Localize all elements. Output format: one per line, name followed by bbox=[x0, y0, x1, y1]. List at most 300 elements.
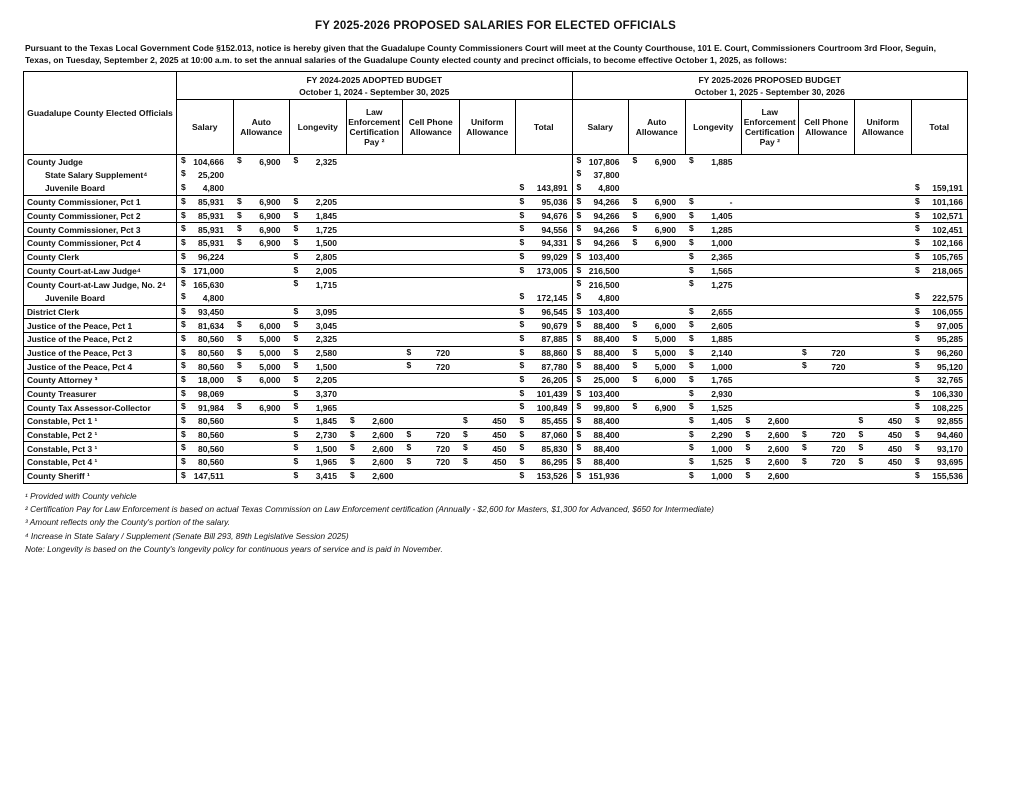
table-row bbox=[24, 155, 968, 169]
cell-fy26-uniform bbox=[855, 401, 912, 415]
cell-fy26-cell bbox=[798, 168, 855, 182]
amount: 1,285 bbox=[711, 224, 733, 235]
cell-fy26-salary bbox=[572, 155, 629, 169]
cell-fy26-total bbox=[911, 196, 968, 210]
dollar-sign: $ bbox=[293, 278, 299, 289]
cell-fy26-cell bbox=[798, 237, 855, 251]
amount: 86,295 bbox=[541, 457, 568, 468]
cell-fy26-uniform bbox=[855, 237, 912, 251]
cell-fy25-cert bbox=[346, 155, 403, 169]
dollar-sign: $ bbox=[293, 332, 299, 343]
dollar-sign: $ bbox=[181, 237, 186, 248]
cell-fy25-total bbox=[516, 264, 573, 278]
cell-fy26-uniform bbox=[855, 305, 912, 319]
cell-fy25-cell bbox=[403, 360, 460, 374]
cell-fy26-cert bbox=[742, 374, 799, 388]
cell-fy25-total bbox=[516, 428, 573, 442]
cell-fy26-longevity bbox=[685, 387, 742, 401]
cell-fy25-auto bbox=[233, 168, 290, 182]
cell-fy26-salary bbox=[572, 209, 629, 223]
table-row bbox=[24, 401, 968, 415]
cell-fy25-total bbox=[516, 196, 573, 210]
cell-fy26-longevity bbox=[685, 319, 742, 333]
amount: 1,000 bbox=[711, 471, 733, 482]
cell-fy26-cell bbox=[798, 401, 855, 415]
cell-fy25-cert bbox=[346, 250, 403, 264]
cell-fy26-salary bbox=[572, 469, 629, 483]
dollar-sign: $ bbox=[915, 332, 920, 343]
amount: 80,560 bbox=[198, 416, 224, 427]
col-header-fy26-salary: Salary bbox=[572, 100, 629, 155]
amount: 100,849 bbox=[536, 402, 568, 413]
cell-fy26-salary bbox=[572, 278, 629, 292]
cell-fy26-uniform bbox=[855, 196, 912, 210]
dollar-sign: $ bbox=[181, 305, 186, 316]
dollar-sign: $ bbox=[519, 401, 525, 412]
amount: 91,984 bbox=[198, 402, 224, 413]
cell-fy25-total bbox=[516, 442, 573, 456]
cell-fy26-auto bbox=[629, 360, 686, 374]
cell-fy25-auto bbox=[233, 305, 290, 319]
cell-fy26-auto bbox=[629, 196, 686, 210]
amount: 6,900 bbox=[259, 197, 281, 208]
cell-fy26-longevity bbox=[685, 442, 742, 456]
dollar-sign: $ bbox=[576, 196, 582, 207]
dollar-sign: $ bbox=[915, 264, 920, 275]
dollar-sign: $ bbox=[293, 155, 299, 165]
amount: 3,095 bbox=[315, 306, 337, 317]
amount: 96,224 bbox=[198, 252, 224, 263]
amount: 6,900 bbox=[654, 238, 676, 249]
amount: 2,805 bbox=[315, 252, 337, 263]
cell-fy25-total bbox=[516, 469, 573, 483]
table-row bbox=[24, 182, 968, 196]
amount: 80,560 bbox=[198, 361, 224, 372]
dollar-sign: $ bbox=[519, 374, 525, 384]
dollar-sign: $ bbox=[350, 442, 355, 453]
dollar-sign: $ bbox=[181, 209, 186, 220]
cell-fy25-auto bbox=[233, 387, 290, 401]
cell-fy26-total bbox=[911, 182, 968, 196]
cell-fy26-total bbox=[911, 374, 968, 388]
cell-fy26-longevity bbox=[685, 332, 742, 346]
dollar-sign: $ bbox=[350, 415, 355, 426]
cell-fy25-salary bbox=[177, 415, 234, 429]
cell-fy25-uniform bbox=[459, 291, 516, 305]
amount: 103,400 bbox=[588, 306, 620, 317]
amount: 99,800 bbox=[593, 402, 620, 413]
dollar-sign: $ bbox=[181, 442, 186, 453]
amount: 2,205 bbox=[315, 197, 337, 208]
cell-fy26-total bbox=[911, 332, 968, 346]
cell-fy26-longevity bbox=[685, 209, 742, 223]
dollar-sign: $ bbox=[237, 223, 242, 234]
amount: 720 bbox=[831, 347, 846, 358]
dollar-sign: $ bbox=[519, 415, 525, 426]
dollar-sign: $ bbox=[576, 456, 582, 467]
dollar-sign: $ bbox=[689, 209, 694, 220]
amount: 88,400 bbox=[593, 416, 620, 427]
col-header-fy26-total: Total bbox=[911, 100, 968, 155]
dollar-sign: $ bbox=[689, 387, 694, 398]
cell-fy26-total bbox=[911, 209, 968, 223]
cell-fy26-salary bbox=[572, 264, 629, 278]
amount: 1,845 bbox=[315, 416, 337, 427]
dollar-sign: $ bbox=[576, 278, 582, 289]
cell-fy25-cell bbox=[403, 456, 460, 470]
dollar-sign: $ bbox=[915, 209, 920, 220]
cell-fy26-cert bbox=[742, 278, 799, 292]
dollar-sign: $ bbox=[181, 250, 186, 261]
amount: 85,931 bbox=[198, 224, 224, 235]
cell-fy25-cell bbox=[403, 168, 460, 182]
cell-fy25-longevity bbox=[290, 456, 347, 470]
official-label: County Tax Assessor-Collector bbox=[24, 401, 177, 415]
table-row bbox=[24, 237, 968, 251]
dollar-sign: $ bbox=[576, 291, 582, 302]
cell-fy25-longevity bbox=[290, 250, 347, 264]
dollar-sign: $ bbox=[519, 181, 525, 192]
cell-fy25-auto bbox=[233, 401, 290, 415]
dollar-sign: $ bbox=[293, 442, 299, 453]
amount: 218,065 bbox=[932, 265, 963, 276]
cell-fy25-auto bbox=[233, 360, 290, 374]
cell-fy26-cell bbox=[798, 346, 855, 360]
cell-fy25-total bbox=[516, 155, 573, 169]
cell-fy25-uniform bbox=[459, 415, 516, 429]
official-label: Constable, Pct 2 ¹ bbox=[24, 428, 177, 442]
amount: 720 bbox=[435, 443, 450, 454]
dollar-sign: $ bbox=[632, 332, 638, 343]
cell-fy26-salary bbox=[572, 319, 629, 333]
table-row bbox=[24, 346, 968, 360]
amount: 103,400 bbox=[588, 389, 620, 400]
dollar-sign: $ bbox=[576, 237, 582, 248]
footnote-4-text: Increase in State Salary / Supplement (Senate Bill 293, 89th Legislative Session 2025) bbox=[30, 530, 349, 541]
cell-fy26-cert bbox=[742, 305, 799, 319]
cell-fy26-auto bbox=[629, 319, 686, 333]
dollar-sign: $ bbox=[237, 319, 242, 330]
official-label: County Court-at-Law Judge, No. 2⁴ bbox=[24, 278, 177, 292]
cell-fy26-auto bbox=[629, 469, 686, 483]
amount: 1,405 bbox=[711, 211, 733, 222]
cell-fy26-uniform bbox=[855, 428, 912, 442]
amount: 18,000 bbox=[198, 375, 224, 386]
dollar-sign: $ bbox=[915, 250, 920, 261]
cell-fy26-longevity bbox=[685, 155, 742, 169]
cell-fy26-longevity bbox=[685, 250, 742, 264]
official-label: State Salary Supplement⁴ bbox=[45, 170, 148, 181]
cell-fy26-cell bbox=[798, 250, 855, 264]
dollar-sign: $ bbox=[689, 264, 694, 275]
amount: 88,400 bbox=[593, 457, 620, 468]
cell-fy26-cert bbox=[742, 442, 799, 456]
dollar-sign: $ bbox=[576, 264, 582, 275]
amount: 99,029 bbox=[541, 252, 568, 263]
cell-fy26-cell bbox=[798, 223, 855, 237]
amount: 88,400 bbox=[593, 334, 620, 345]
cell-fy25-auto bbox=[233, 428, 290, 442]
cell-fy25-total bbox=[516, 387, 573, 401]
dollar-sign: $ bbox=[689, 428, 694, 439]
official-label: District Clerk bbox=[24, 305, 177, 319]
dollar-sign: $ bbox=[915, 401, 920, 412]
dollar-sign: $ bbox=[802, 456, 807, 467]
table-row bbox=[24, 250, 968, 264]
amount: 2,930 bbox=[711, 389, 733, 400]
official-label: Justice of the Peace, Pct 1 bbox=[24, 319, 177, 333]
amount: 147,511 bbox=[193, 471, 224, 482]
cell-fy26-longevity bbox=[685, 456, 742, 470]
cell-fy25-cert bbox=[346, 305, 403, 319]
footnote-3 bbox=[25, 516, 960, 529]
amount: 88,860 bbox=[541, 347, 568, 358]
cell-fy25-auto bbox=[233, 209, 290, 223]
official-label: County Judge bbox=[24, 155, 177, 169]
cell-fy25-cert bbox=[346, 223, 403, 237]
cell-fy25-total bbox=[516, 374, 573, 388]
dollar-sign: $ bbox=[519, 428, 525, 439]
dollar-sign: $ bbox=[915, 428, 920, 439]
cell-fy26-uniform bbox=[855, 209, 912, 223]
dollar-sign: $ bbox=[858, 428, 864, 439]
amount: 720 bbox=[831, 443, 846, 454]
cell-fy26-uniform bbox=[855, 387, 912, 401]
amount: 95,120 bbox=[937, 361, 963, 372]
cell-fy25-salary bbox=[177, 182, 234, 196]
dollar-sign: $ bbox=[576, 319, 582, 330]
cell-fy26-total bbox=[911, 291, 968, 305]
amount: 5,000 bbox=[654, 334, 676, 345]
budget-title-fy2025-2026: FY 2025-2026 PROPOSED BUDGET bbox=[698, 74, 841, 85]
dollar-sign: $ bbox=[406, 442, 412, 453]
amount: 96,260 bbox=[937, 347, 963, 358]
cell-fy25-total bbox=[516, 415, 573, 429]
amount: 1,965 bbox=[315, 402, 337, 413]
amount: 94,556 bbox=[541, 224, 568, 235]
cell-fy26-cert bbox=[742, 360, 799, 374]
cell-fy26-auto bbox=[629, 168, 686, 182]
amount: 450 bbox=[887, 430, 902, 441]
cell-fy25-auto bbox=[233, 374, 290, 388]
cell-fy26-longevity bbox=[685, 291, 742, 305]
cell-fy25-salary bbox=[177, 305, 234, 319]
dollar-sign: $ bbox=[576, 250, 582, 261]
amount: 151,936 bbox=[588, 471, 620, 482]
cell-fy26-longevity bbox=[685, 415, 742, 429]
official-label: Juvenile Board bbox=[45, 183, 106, 194]
dollar-sign: $ bbox=[181, 291, 186, 302]
amount: 1,405 bbox=[711, 416, 733, 427]
dollar-sign: $ bbox=[237, 209, 242, 220]
amount: 6,900 bbox=[259, 156, 281, 167]
cell-fy26-longevity bbox=[685, 305, 742, 319]
dollar-sign: $ bbox=[689, 401, 694, 412]
amount: 2,605 bbox=[711, 320, 733, 331]
dollar-sign: $ bbox=[576, 181, 582, 192]
cell-fy25-uniform bbox=[459, 360, 516, 374]
cell-fy26-auto bbox=[629, 346, 686, 360]
cell-fy26-cert bbox=[742, 456, 799, 470]
amount: 2,600 bbox=[767, 430, 789, 441]
dollar-sign: $ bbox=[181, 264, 186, 275]
cell-fy25-salary bbox=[177, 155, 234, 169]
amount: 3,415 bbox=[315, 471, 337, 482]
amount: 1,275 bbox=[711, 279, 733, 290]
cell-fy25-total bbox=[516, 319, 573, 333]
amount: 1,525 bbox=[711, 457, 733, 468]
cell-fy25-salary bbox=[177, 237, 234, 251]
official-label: Justice of the Peace, Pct 2 bbox=[24, 332, 177, 346]
page-title: FY 2025-2026 PROPOSED SALARIES FOR ELECTED OFFICIALS bbox=[314, 20, 676, 32]
cell-fy26-total bbox=[911, 264, 968, 278]
budget-header-fy2025-2026 bbox=[572, 72, 968, 100]
cell-fy26-total bbox=[911, 305, 968, 319]
cell-fy26-uniform bbox=[855, 456, 912, 470]
cell-fy26-longevity bbox=[685, 428, 742, 442]
cell-fy25-cert bbox=[346, 387, 403, 401]
table-row bbox=[24, 332, 968, 346]
amount: 97,005 bbox=[937, 320, 963, 331]
cell-fy26-auto bbox=[629, 305, 686, 319]
cell-fy25-cell bbox=[403, 387, 460, 401]
amount: 1,845 bbox=[315, 211, 337, 222]
cell-fy25-longevity bbox=[290, 237, 347, 251]
amount: 2,580 bbox=[315, 347, 337, 358]
cell-fy25-auto bbox=[233, 415, 290, 429]
amount: 98,069 bbox=[198, 389, 224, 400]
cell-fy25-uniform bbox=[459, 278, 516, 292]
amount: 6,000 bbox=[654, 320, 676, 331]
table-row bbox=[24, 278, 968, 292]
cell-fy25-longevity bbox=[290, 209, 347, 223]
amount: 85,931 bbox=[198, 211, 224, 222]
dollar-sign: $ bbox=[181, 181, 186, 192]
footnotes bbox=[25, 490, 960, 556]
amount: 88,400 bbox=[593, 320, 620, 331]
dollar-sign: $ bbox=[406, 428, 412, 439]
amount: 80,560 bbox=[198, 334, 224, 345]
dollar-sign: $ bbox=[293, 387, 299, 398]
cell-fy26-cell bbox=[798, 182, 855, 196]
cell-fy26-uniform bbox=[855, 168, 912, 182]
dollar-sign: $ bbox=[181, 278, 186, 289]
dollar-sign: $ bbox=[181, 168, 186, 179]
cell-fy26-uniform bbox=[855, 291, 912, 305]
cell-fy26-cert bbox=[742, 319, 799, 333]
dollar-sign: $ bbox=[802, 346, 807, 357]
cell-fy25-cert bbox=[346, 442, 403, 456]
dollar-sign: $ bbox=[689, 155, 694, 165]
cell-fy25-cert bbox=[346, 264, 403, 278]
cell-fy25-longevity bbox=[290, 305, 347, 319]
dollar-sign: $ bbox=[689, 305, 694, 316]
cell-fy26-auto bbox=[629, 415, 686, 429]
budget-header-fy2024-2025 bbox=[177, 72, 573, 100]
cell-fy26-salary bbox=[572, 387, 629, 401]
cell-fy26-total bbox=[911, 456, 968, 470]
amount: 101,439 bbox=[536, 389, 568, 400]
amount: 5,000 bbox=[259, 361, 281, 372]
amount: 88,400 bbox=[593, 361, 620, 372]
cell-fy26-cert bbox=[742, 237, 799, 251]
amount: 6,000 bbox=[259, 375, 281, 386]
dollar-sign: $ bbox=[576, 332, 582, 343]
dollar-sign: $ bbox=[293, 360, 299, 371]
dollar-sign: $ bbox=[181, 155, 186, 165]
cell-fy26-uniform bbox=[855, 415, 912, 429]
dollar-sign: $ bbox=[181, 319, 186, 330]
cell-fy26-cert bbox=[742, 401, 799, 415]
amount: 2,325 bbox=[315, 156, 337, 167]
cell-fy26-auto bbox=[629, 237, 686, 251]
cell-fy25-uniform bbox=[459, 155, 516, 169]
dollar-sign: $ bbox=[293, 319, 299, 330]
amount: 80,560 bbox=[198, 443, 224, 454]
amount: 222,575 bbox=[932, 292, 963, 303]
cell-fy26-cell bbox=[798, 319, 855, 333]
cell-fy25-auto bbox=[233, 278, 290, 292]
cell-fy26-salary bbox=[572, 305, 629, 319]
cell-fy25-salary bbox=[177, 469, 234, 483]
cell-fy26-auto bbox=[629, 291, 686, 305]
cell-fy26-cell bbox=[798, 415, 855, 429]
dollar-sign: $ bbox=[915, 237, 920, 248]
cell-fy25-cert bbox=[346, 346, 403, 360]
cell-fy26-auto bbox=[629, 182, 686, 196]
cell-fy26-auto bbox=[629, 401, 686, 415]
dollar-sign: $ bbox=[293, 469, 299, 480]
amount: 93,170 bbox=[937, 443, 963, 454]
amount: 6,000 bbox=[259, 320, 281, 331]
table-row bbox=[24, 469, 968, 483]
amount: 85,830 bbox=[541, 443, 568, 454]
cell-fy25-salary bbox=[177, 374, 234, 388]
amount: 80,560 bbox=[198, 457, 224, 468]
dollar-sign: $ bbox=[689, 237, 694, 248]
dollar-sign: $ bbox=[237, 196, 242, 207]
dollar-sign: $ bbox=[519, 456, 525, 467]
cell-fy26-total bbox=[911, 360, 968, 374]
amount: 88,400 bbox=[593, 443, 620, 454]
cell-fy26-salary bbox=[572, 374, 629, 388]
dollar-sign: $ bbox=[689, 250, 694, 261]
cell-fy26-longevity bbox=[685, 264, 742, 278]
dollar-sign: $ bbox=[293, 196, 299, 207]
dollar-sign: $ bbox=[802, 428, 807, 439]
amount: 95,036 bbox=[541, 197, 568, 208]
amount: 26,205 bbox=[541, 375, 568, 386]
amount: 720 bbox=[831, 457, 846, 468]
cell-fy25-cert bbox=[346, 456, 403, 470]
amount: 1,965 bbox=[315, 457, 337, 468]
footnote-1 bbox=[25, 490, 960, 503]
amount: 32,765 bbox=[937, 375, 963, 386]
cell-fy26-longevity bbox=[685, 360, 742, 374]
dollar-sign: $ bbox=[350, 469, 355, 480]
dollar-sign: $ bbox=[632, 237, 638, 248]
dollar-sign: $ bbox=[745, 428, 751, 439]
amount: 2,365 bbox=[711, 252, 733, 263]
cell-fy25-longevity bbox=[290, 319, 347, 333]
dollar-sign: $ bbox=[915, 456, 920, 467]
amount: 1,500 bbox=[315, 361, 337, 372]
dollar-sign: $ bbox=[632, 155, 638, 165]
cell-fy26-uniform bbox=[855, 250, 912, 264]
cell-fy26-total bbox=[911, 250, 968, 264]
dollar-sign: $ bbox=[293, 209, 299, 220]
dollar-sign: $ bbox=[802, 442, 807, 453]
